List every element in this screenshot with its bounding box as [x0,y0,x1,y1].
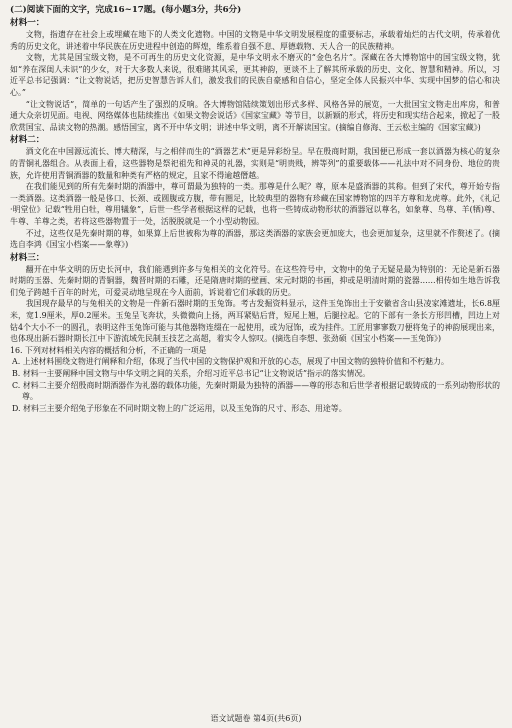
material-1-paragraph-3: “让文物说话”，简单的一句话产生了强烈的反响。各大博物馆陆续策划出形式多样、风格各异的展览，一大批国宝文物走出库房，和普通大众亲切见面。电视、网络媒体也陆续推出《如果文物会说话》《国家宝藏》等节目，以新颖的形式，将历史和现实结合起来，掀起了一股欣赏国宝、品读文物的热潮。感悟国宝，离不开中华文明；讲述中华文明，离不开解读国宝。(摘编自修海、王云松主编的《国家宝藏》) [10,99,500,132]
material-3-paragraph-2: 我国现存最早的与兔相关的文物是一件新石器时期的玉兔饰。考古发掘资料显示，这件玉兔饰出土于安徽省含山县凌家滩遗址，长6.8厘米，宽1.9厘米，厚0.2厘米。玉兔呈飞奔状，头微微向上扬，两耳紧贴后背，短尾上翘，后腿拉起。它的下部有一条长方形凹槽，凹边上对钻4个大小不一的圆孔，表明这件玉兔饰可能与其他器物连缀在一起使用，或为冠饰，或为挂件。工匠用寥寥数刀便将兔子的神韵展现出来，也体现出新石器时期长江中下游流域先民制玉技艺之高超，着实令人惊叹。(摘选自李想、张劲硕《国宝小档案——玉兔饰》) [10,299,500,344]
question-16-stem: 16. 下列对材料相关内容的概括和分析，不正确的一项是 [10,345,207,355]
material-1-paragraph-1: 文物，指遗存在社会上或埋藏在地下的人类文化遗物。中国的文物是中华文明发展程度的重要标志，承载着灿烂的古代文明，传承着优秀的历史文化，讲述着中华民族在历史进程中创造的辉煌，维系着自强不息、厚德载物、天人合一的民族精神。 [10,30,500,51]
material-1-label: 材料一： [10,18,45,28]
section-header: (二)阅读下面的文字，完成16~17题。(每小题3分，共6分) [10,5,242,15]
material-2-label: 材料二： [10,135,45,146]
question-16-option-c: C. 材料二主要介绍殷商时期酒器作为礼器的载体功能，先秦时期最为独特的酒器——尊的形态和后世学者根据记载铸成的一系列动物形状的尊。 [12,380,500,402]
page-footer: 语文试题卷 第4页(共6页) [210,714,302,723]
question-16-option-a: A. 上述材料围绕文物进行阐释和介绍，体现了当代中国的文物保护观和开放的心态，展现了中国文物的独特价值和不朽魅力。 [12,357,449,367]
material-2-paragraph-3: 不过，这些仅是先秦时期的尊，如果算上后世被称为尊的酒器，那这类酒器的家族会更加庞大，也会更加复杂，这里就不作赘述了。(摘选自李鸿《国宝小档案——象尊》) [10,228,500,250]
material-2-paragraph-2: 在我们能见到的所有先秦时期的酒器中，尊可谓最为独特的一类。那尊是什么呢？尊，原本是盛酒器的其称。但到了宋代，尊开始专指一类酒器。这类酒器一般是侈口、长颈、或圆腹或方腹，带有圈足，比较典型的器物有珍藏在国家博物馆的四羊方尊和龙虎尊。此外，《礼记·明堂位》记载“牲用白牡，尊用犠象”，后世一些学者根据这样的记载，也将一些铸成动物形状的酒器冠以尊名，如象尊、鸟尊、羊(牺)尊、牛尊、羊尊之类，若将这些器物置于一处，活脱脱就是一个小型动物园。 [10,182,500,226]
material-3-label: 材料三： [10,252,45,263]
material-3-paragraph-1: 翻开在中华文明的历史长河中，我们能遇到许多与兔相关的文化符号。在这些符号中，文物中的兔子无疑是最为特别的：无论是新石器时期的玉器、先秦时期的青铜器，魏晋时期的石雕，还是隋唐时期的壁画、宋元时期的书画，抑或是明清时期的瓷器……相传如生地告诉我们兔子跨越千百年的时光，可爱灵动地呈现在今人面前，诉说着它们承载的历史。 [10,264,500,297]
material-2-paragraph-1: 酒文化在中国源远流长、博大精深，与之相伴而生的“酒器艺术”更是异彩纷呈。早在殷商时期，我国便已形成一套以酒器为核心的复杂的青铜礼器组合。从表面上看，这些器物是祭祀祖先和神灵的礼器，实则是“明贵贱，辨等列”的重要载体——礼法中对不同身份、地位的贵族，允许使用青铜酒器的数量和种类有严格的规定，且家不得逾越僭越。 [10,147,500,180]
question-16-option-d: D. 材料三主要介绍兔子形象在不同时期文物上的广泛运用，以及玉兔饰的尺寸、形态、用途等。 [12,403,347,413]
material-1-paragraph-2: 文物，尤其是国宝级文物，是不可再生的历史文化资源，是中华文明永不磨灭的“金色名片”。深藏在各大博物馆中的国宝级文物，犹如“养在深闺人未识”的少女，对于大多数人来说，很难睹其风采，更其神韵，更谈不上了解其所承载的历史、文化、智慧和精神。所以，习近平总书记强调：“让文物说话，把历史智慧告诉人们，激发我们的民族自豪感和自信心，坚定全体人民振兴中华、实现中国梦的信心和决心。” [10,53,500,97]
question-16-option-b: B. 材料一主要阐释中国文物与中华文明之间的关系，介绍习近平总书记“让文物说话”指示的落实情况。 [12,369,371,379]
